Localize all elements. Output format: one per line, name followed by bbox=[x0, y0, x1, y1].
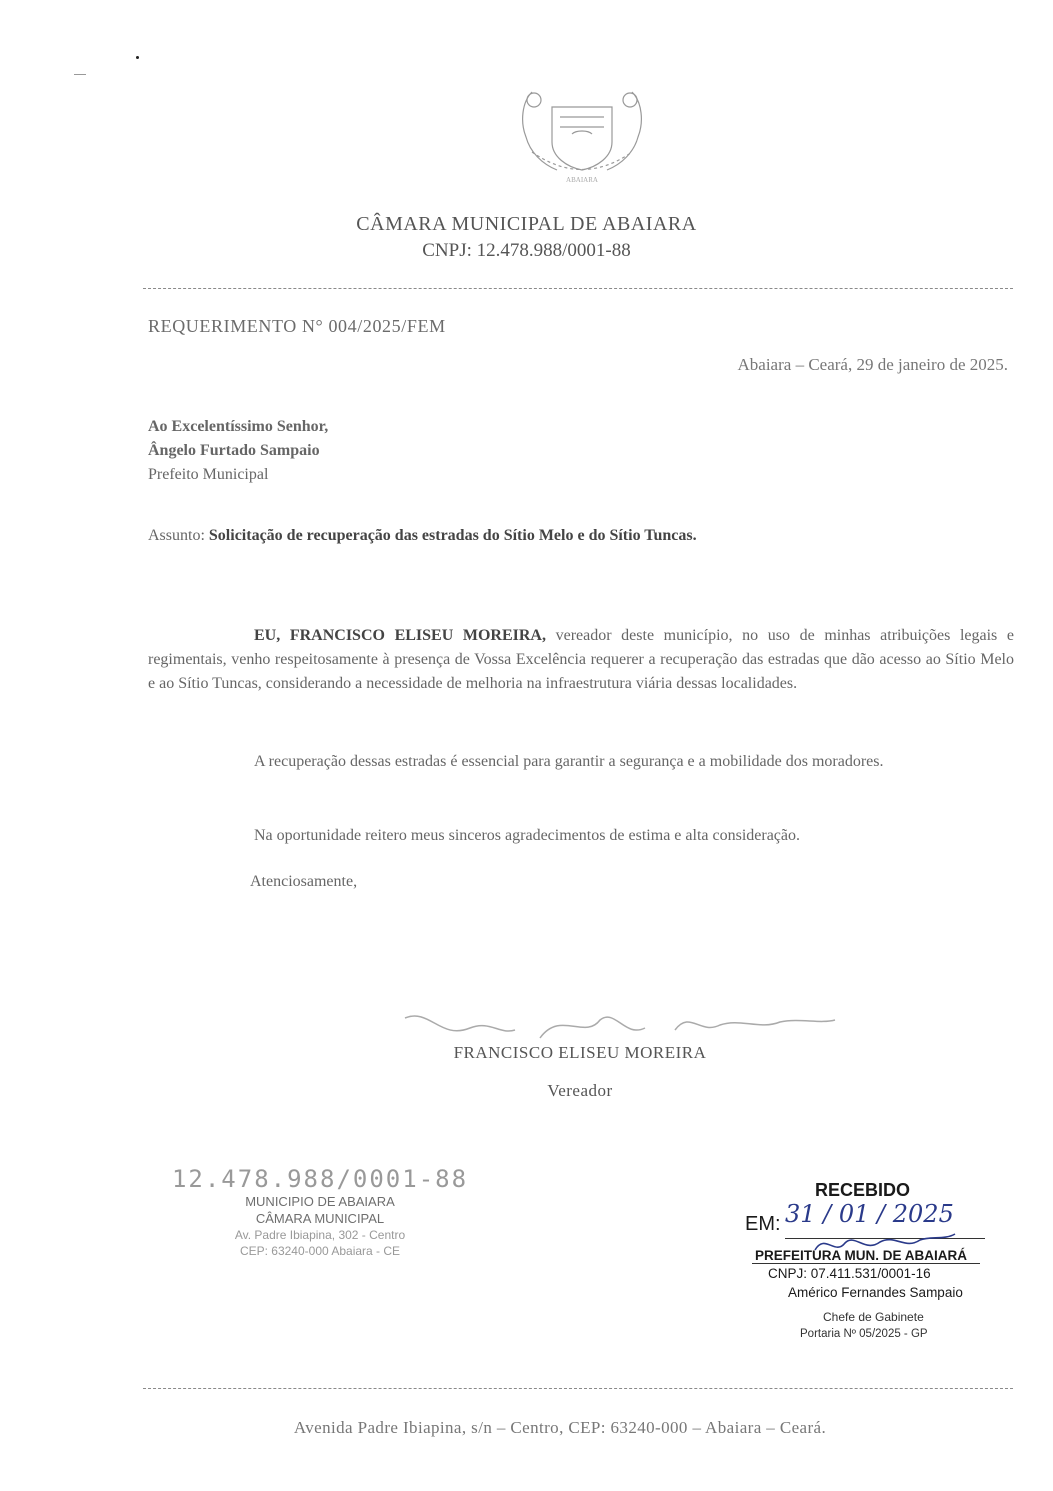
svg-text:ABAIARA: ABAIARA bbox=[566, 176, 598, 184]
stamp-line-2: CÂMARA MUNICIPAL bbox=[255, 1211, 385, 1226]
stamp-cnpj: 12.478.988/0001-88 bbox=[171, 1165, 469, 1193]
subject-label: Assunto: bbox=[148, 527, 205, 544]
place-date: Abaiara – Ceará, 29 de janeiro de 2025. bbox=[737, 355, 1008, 374]
stamp-line-1: MUNICIPIO DE ABAIARA bbox=[245, 1194, 395, 1209]
received-title: RECEBIDO bbox=[815, 1180, 911, 1200]
coat-of-arms-icon bbox=[512, 82, 652, 187]
received-role: Chefe de Gabinete bbox=[823, 1310, 924, 1324]
recipient-salutation: Ao Excelentíssimo Senhor, bbox=[148, 418, 329, 435]
received-person: Américo Fernandes Sampaio bbox=[788, 1285, 963, 1300]
camara-stamp bbox=[170, 1165, 470, 1259]
header-divider bbox=[143, 288, 1013, 289]
body-paragraph-2: A recuperação dessas estradas é essencial para garantir a segurança e a mobilidade dos moradores. bbox=[254, 753, 884, 770]
body-paragraph-1: EU, FRANCISCO ELISEU MOREIRA, vereador deste município, no uso de minhas atribuições legais e regimentais, venho respeitosamente à presença de Vossa Excelência requerer a recuperação das estradas que dão acesso ao Sítio Melo e ao Sítio Tuncas, considerando a necessidade de melhoria na infraestrutura viária dessas localidades. bbox=[148, 627, 1014, 692]
institution-cnpj: CNPJ: 12.478.988/0001-88 bbox=[422, 240, 631, 261]
received-org: PREFEITURA MUN. DE ABAIARÁ bbox=[755, 1248, 967, 1263]
received-portaria: Portaria Nº 05/2025 - GP bbox=[800, 1328, 928, 1340]
received-date: 31 / 01 / 2025 bbox=[785, 1200, 954, 1228]
stamp-line-3: Av. Padre Ibiapina, 302 - Centro bbox=[234, 1228, 406, 1242]
received-em-label: EM: bbox=[745, 1213, 781, 1235]
recipient-title: Prefeito Municipal bbox=[148, 466, 269, 483]
body-paragraph-3: Na oportunidade reitero meus sinceros agradecimentos de estima e alta consideração. bbox=[254, 827, 800, 844]
received-signature-line bbox=[752, 1263, 980, 1264]
closing-text: Atenciosamente, bbox=[250, 873, 358, 890]
footer-divider bbox=[143, 1388, 1013, 1389]
signatory-role: Vereador bbox=[547, 1081, 613, 1100]
request-number: REQUERIMENTO N° 004/2025/FEM bbox=[148, 316, 446, 336]
scan-speck bbox=[136, 56, 139, 59]
author-name: EU, FRANCISCO ELISEU MOREIRA, bbox=[254, 627, 546, 644]
institution-name: CÂMARA MUNICIPAL DE ABAIARA bbox=[356, 213, 697, 235]
footer-address: Avenida Padre Ibiapina, s/n – Centro, CEP: 63240-000 – Abaiara – Ceará. bbox=[293, 1418, 827, 1437]
subject-text: Solicitação de recuperação das estradas do Sítio Melo e do Sítio Tuncas. bbox=[208, 527, 697, 544]
scan-mark bbox=[74, 74, 86, 75]
subject-line bbox=[148, 527, 697, 545]
signatory-name: FRANCISCO ELISEU MOREIRA bbox=[453, 1043, 707, 1062]
recipient-name: Ângelo Furtado Sampaio bbox=[148, 442, 320, 459]
received-cnpj: CNPJ: 07.411.531/0001-16 bbox=[768, 1266, 931, 1281]
stamp-line-4: CEP: 63240-000 Abaiara - CE bbox=[239, 1244, 401, 1258]
